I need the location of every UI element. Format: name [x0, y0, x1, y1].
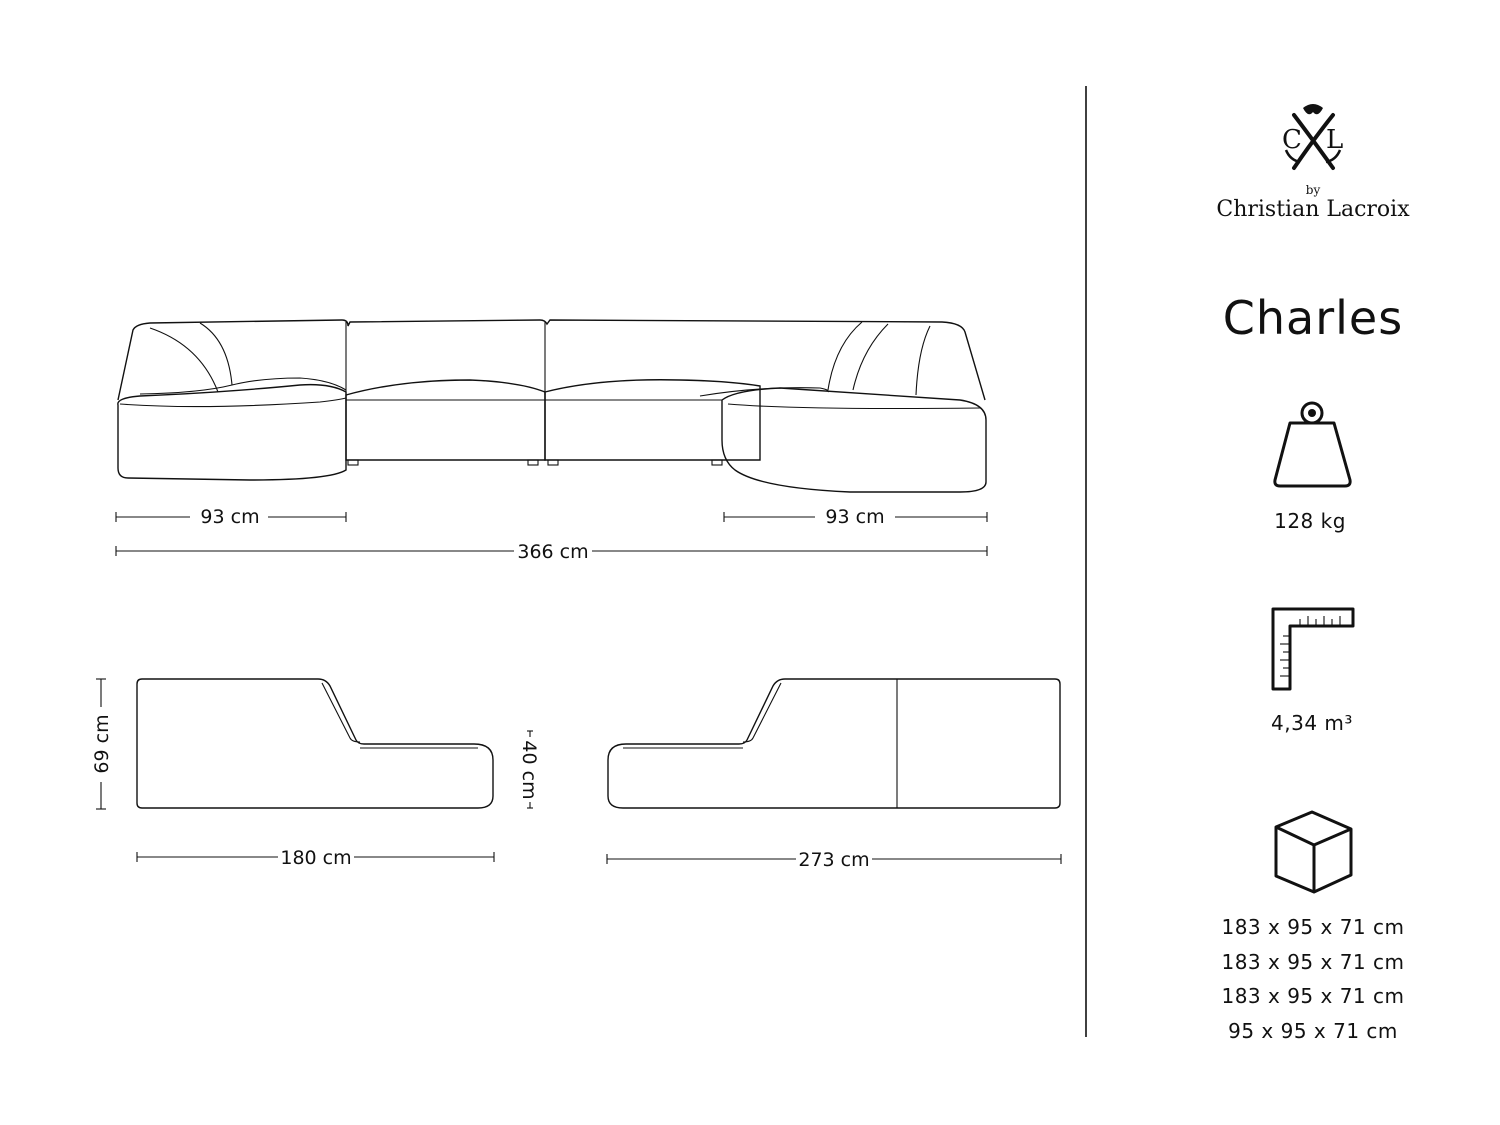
- dim-label-height: 69 cm: [91, 714, 113, 774]
- dimension-right-depth: [607, 849, 1061, 871]
- brand-logo: [1216, 104, 1410, 222]
- dim-label-left-armrest: 93 cm: [200, 506, 260, 528]
- box-icon: [1276, 812, 1351, 892]
- weight-value: 128 kg: [1274, 509, 1346, 533]
- dimension-left-depth: [137, 847, 494, 869]
- package-dimensions-3: 183 x 95 x 71 cm: [1221, 984, 1405, 1008]
- package-dimensions-2: 183 x 95 x 71 cm: [1221, 950, 1405, 974]
- package-dimensions-4: 95 x 95 x 71 cm: [1228, 1019, 1398, 1043]
- weight-icon: [1275, 403, 1350, 486]
- dim-label-right-armrest: 93 cm: [825, 506, 885, 528]
- sofa-right-side-view: [608, 679, 1060, 808]
- brand-monogram-l: L: [1326, 125, 1344, 155]
- sofa-front-view: [118, 320, 986, 492]
- brand-name: Christian Lacroix: [1216, 197, 1410, 222]
- dim-label-total-width: 366 cm: [517, 541, 589, 563]
- dimension-total-width: [116, 541, 987, 563]
- sofa-left-side-view: [137, 679, 493, 808]
- volume-value: 4,34 m³: [1271, 711, 1353, 735]
- dimension-top-left-armrest: [116, 506, 346, 528]
- brand-by: by: [1305, 183, 1321, 197]
- dim-label-right-depth: 273 cm: [798, 849, 870, 871]
- ruler-icon: [1273, 609, 1353, 689]
- product-name: Charles: [1222, 291, 1404, 345]
- dim-label-left-depth: 180 cm: [280, 847, 352, 869]
- package-dimensions-1: 183 x 95 x 71 cm: [1221, 915, 1405, 939]
- brand-monogram-c: C: [1282, 125, 1302, 155]
- dimension-top-right-armrest: [724, 506, 987, 528]
- dimension-seat-height: [518, 731, 540, 808]
- dim-label-seat-height: 40 cm: [518, 740, 540, 800]
- dimension-height: [91, 679, 113, 809]
